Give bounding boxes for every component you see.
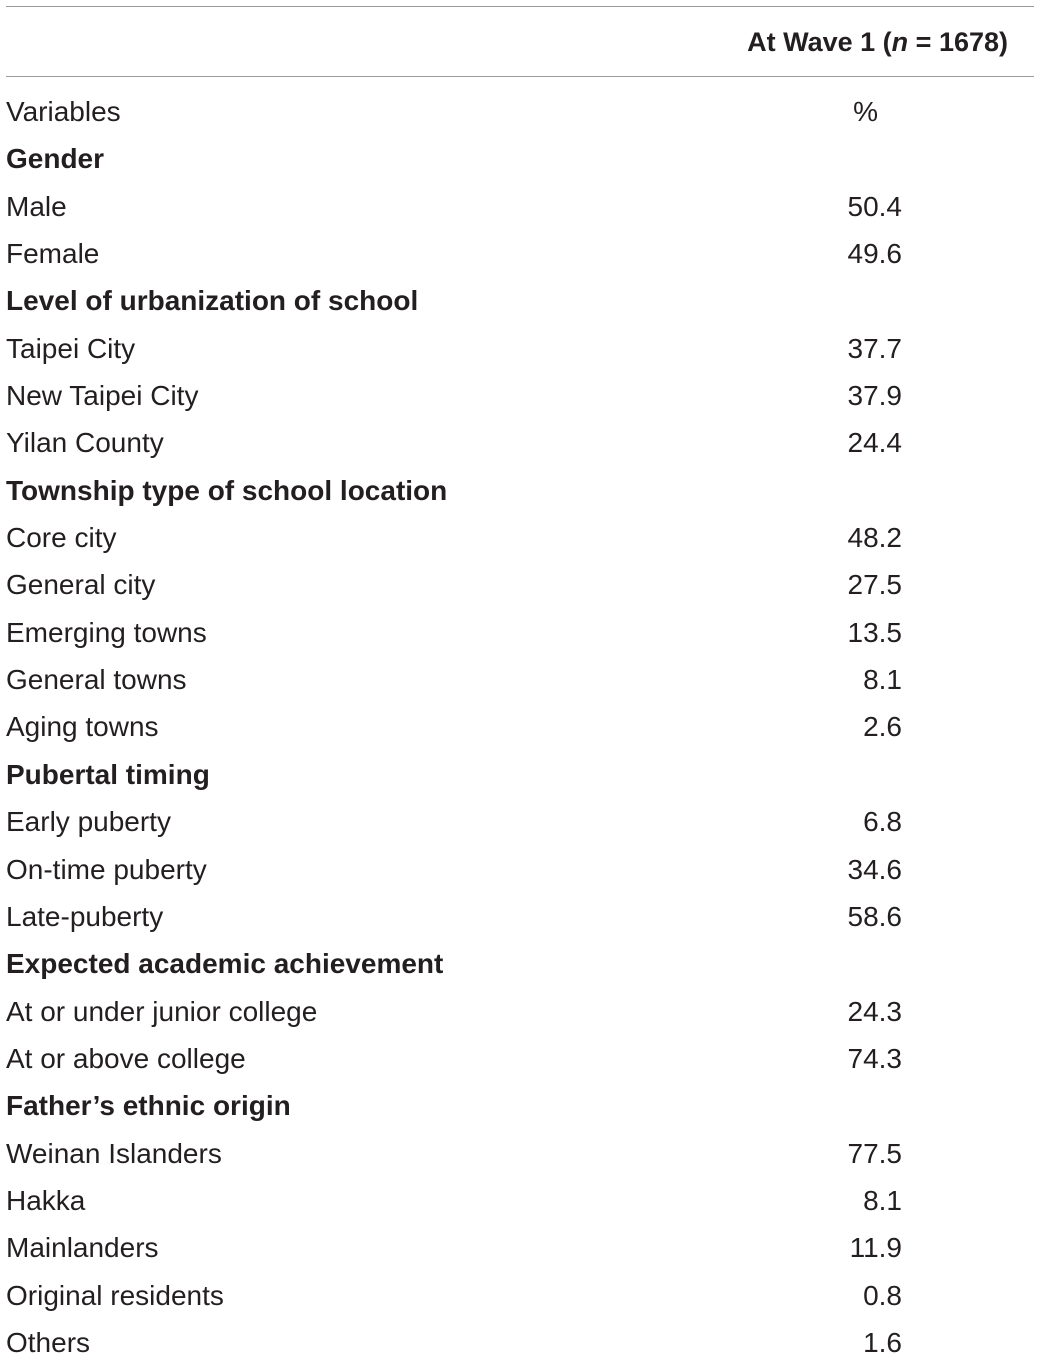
variable-label: Female: [6, 238, 100, 270]
variable-label: Others: [6, 1326, 91, 1358]
section-title: Expected academic achievement: [6, 948, 444, 980]
variable-label: At or under junior college: [6, 995, 318, 1027]
table-row: [6, 1130, 1034, 1177]
section-header-row: [6, 1082, 1034, 1129]
header-suffix: = 1678): [908, 27, 1008, 57]
variable-label: Yilan County: [6, 427, 164, 459]
percent-value: 1.6: [863, 1326, 902, 1358]
variable-label: Taipei City: [6, 332, 136, 364]
section-title: Township type of school location: [6, 474, 448, 506]
percent-value: 37.9: [847, 380, 902, 412]
percent-value: 0.8: [863, 1279, 902, 1311]
percent-value: 24.4: [847, 427, 902, 459]
section-header-row: [6, 751, 1034, 798]
variable-label: Early puberty: [6, 806, 171, 838]
table-row: [6, 609, 1034, 656]
variable-label: Weinan Islanders: [6, 1137, 222, 1169]
variable-label: Aging towns: [6, 711, 159, 743]
variable-label: Emerging towns: [6, 616, 207, 648]
header-divider-rule: [6, 76, 1034, 77]
percent-value: 11.9: [849, 1232, 902, 1264]
table-row: [6, 183, 1034, 230]
table-row: [6, 325, 1034, 372]
variable-label: At or above college: [6, 1042, 246, 1074]
percent-value: 74.3: [847, 1042, 902, 1074]
section-header-row: [6, 467, 1034, 514]
variable-label: General towns: [6, 664, 187, 696]
section-title: Level of urbanization of school: [6, 285, 419, 317]
percent-value: 8.1: [863, 664, 902, 696]
variable-label: Late-puberty: [6, 900, 164, 932]
table-row: [6, 1177, 1034, 1224]
percent-value: 77.5: [847, 1137, 902, 1169]
percent-value: 6.8: [863, 806, 902, 838]
variables-column-label: Variables: [6, 96, 121, 127]
table-row: [6, 230, 1034, 277]
variable-label: Original residents: [6, 1279, 224, 1311]
percent-value: 48.2: [847, 522, 902, 554]
table-row: [6, 1272, 1034, 1319]
header-prefix: At Wave 1 (: [747, 27, 892, 57]
table-row: [6, 1224, 1034, 1271]
variable-label: Hakka: [6, 1184, 86, 1216]
section-title: Pubertal timing: [6, 758, 210, 790]
table-row: [6, 703, 1034, 750]
percent-value: 2.6: [863, 711, 902, 743]
percent-value: 24.3: [847, 995, 902, 1027]
percent-value: 27.5: [847, 569, 902, 601]
variable-label: General city: [6, 569, 156, 601]
table-row: [6, 419, 1034, 466]
table-row: [6, 514, 1034, 561]
table-row: [6, 798, 1034, 845]
table-row: [6, 988, 1034, 1035]
variable-label: On-time puberty: [6, 853, 207, 885]
column-header-wave1: [747, 22, 1008, 62]
section-header-row: [6, 135, 1034, 182]
percent-value: 49.6: [847, 238, 902, 270]
table-row: [6, 1035, 1034, 1082]
section-header-row: [6, 277, 1034, 324]
table-body: [6, 88, 1034, 1366]
table-row: [6, 893, 1034, 940]
table-row: [6, 656, 1034, 703]
section-header-row: [6, 940, 1034, 987]
percent-value: 50.4: [847, 190, 902, 222]
percent-value: 37.7: [847, 332, 902, 364]
table-row: [6, 846, 1034, 893]
percent-value: 34.6: [847, 853, 902, 885]
percent-value: 8.1: [863, 1184, 902, 1216]
percent-value: 58.6: [847, 900, 902, 932]
variable-label: Male: [6, 190, 67, 222]
variable-label: Core city: [6, 522, 117, 554]
table-row: [6, 372, 1034, 419]
table-row: [6, 561, 1034, 608]
header-n-symbol: n: [891, 27, 909, 57]
variable-label: Mainlanders: [6, 1232, 159, 1264]
section-title: Father’s ethnic origin: [6, 1090, 291, 1122]
variable-label: New Taipei City: [6, 380, 199, 412]
percent-column-label: %: [853, 96, 878, 127]
section-title: Gender: [6, 143, 105, 175]
percent-value: 13.5: [847, 616, 902, 648]
column-subheader-row: [6, 88, 1034, 135]
table-top-rule: [6, 6, 1034, 7]
